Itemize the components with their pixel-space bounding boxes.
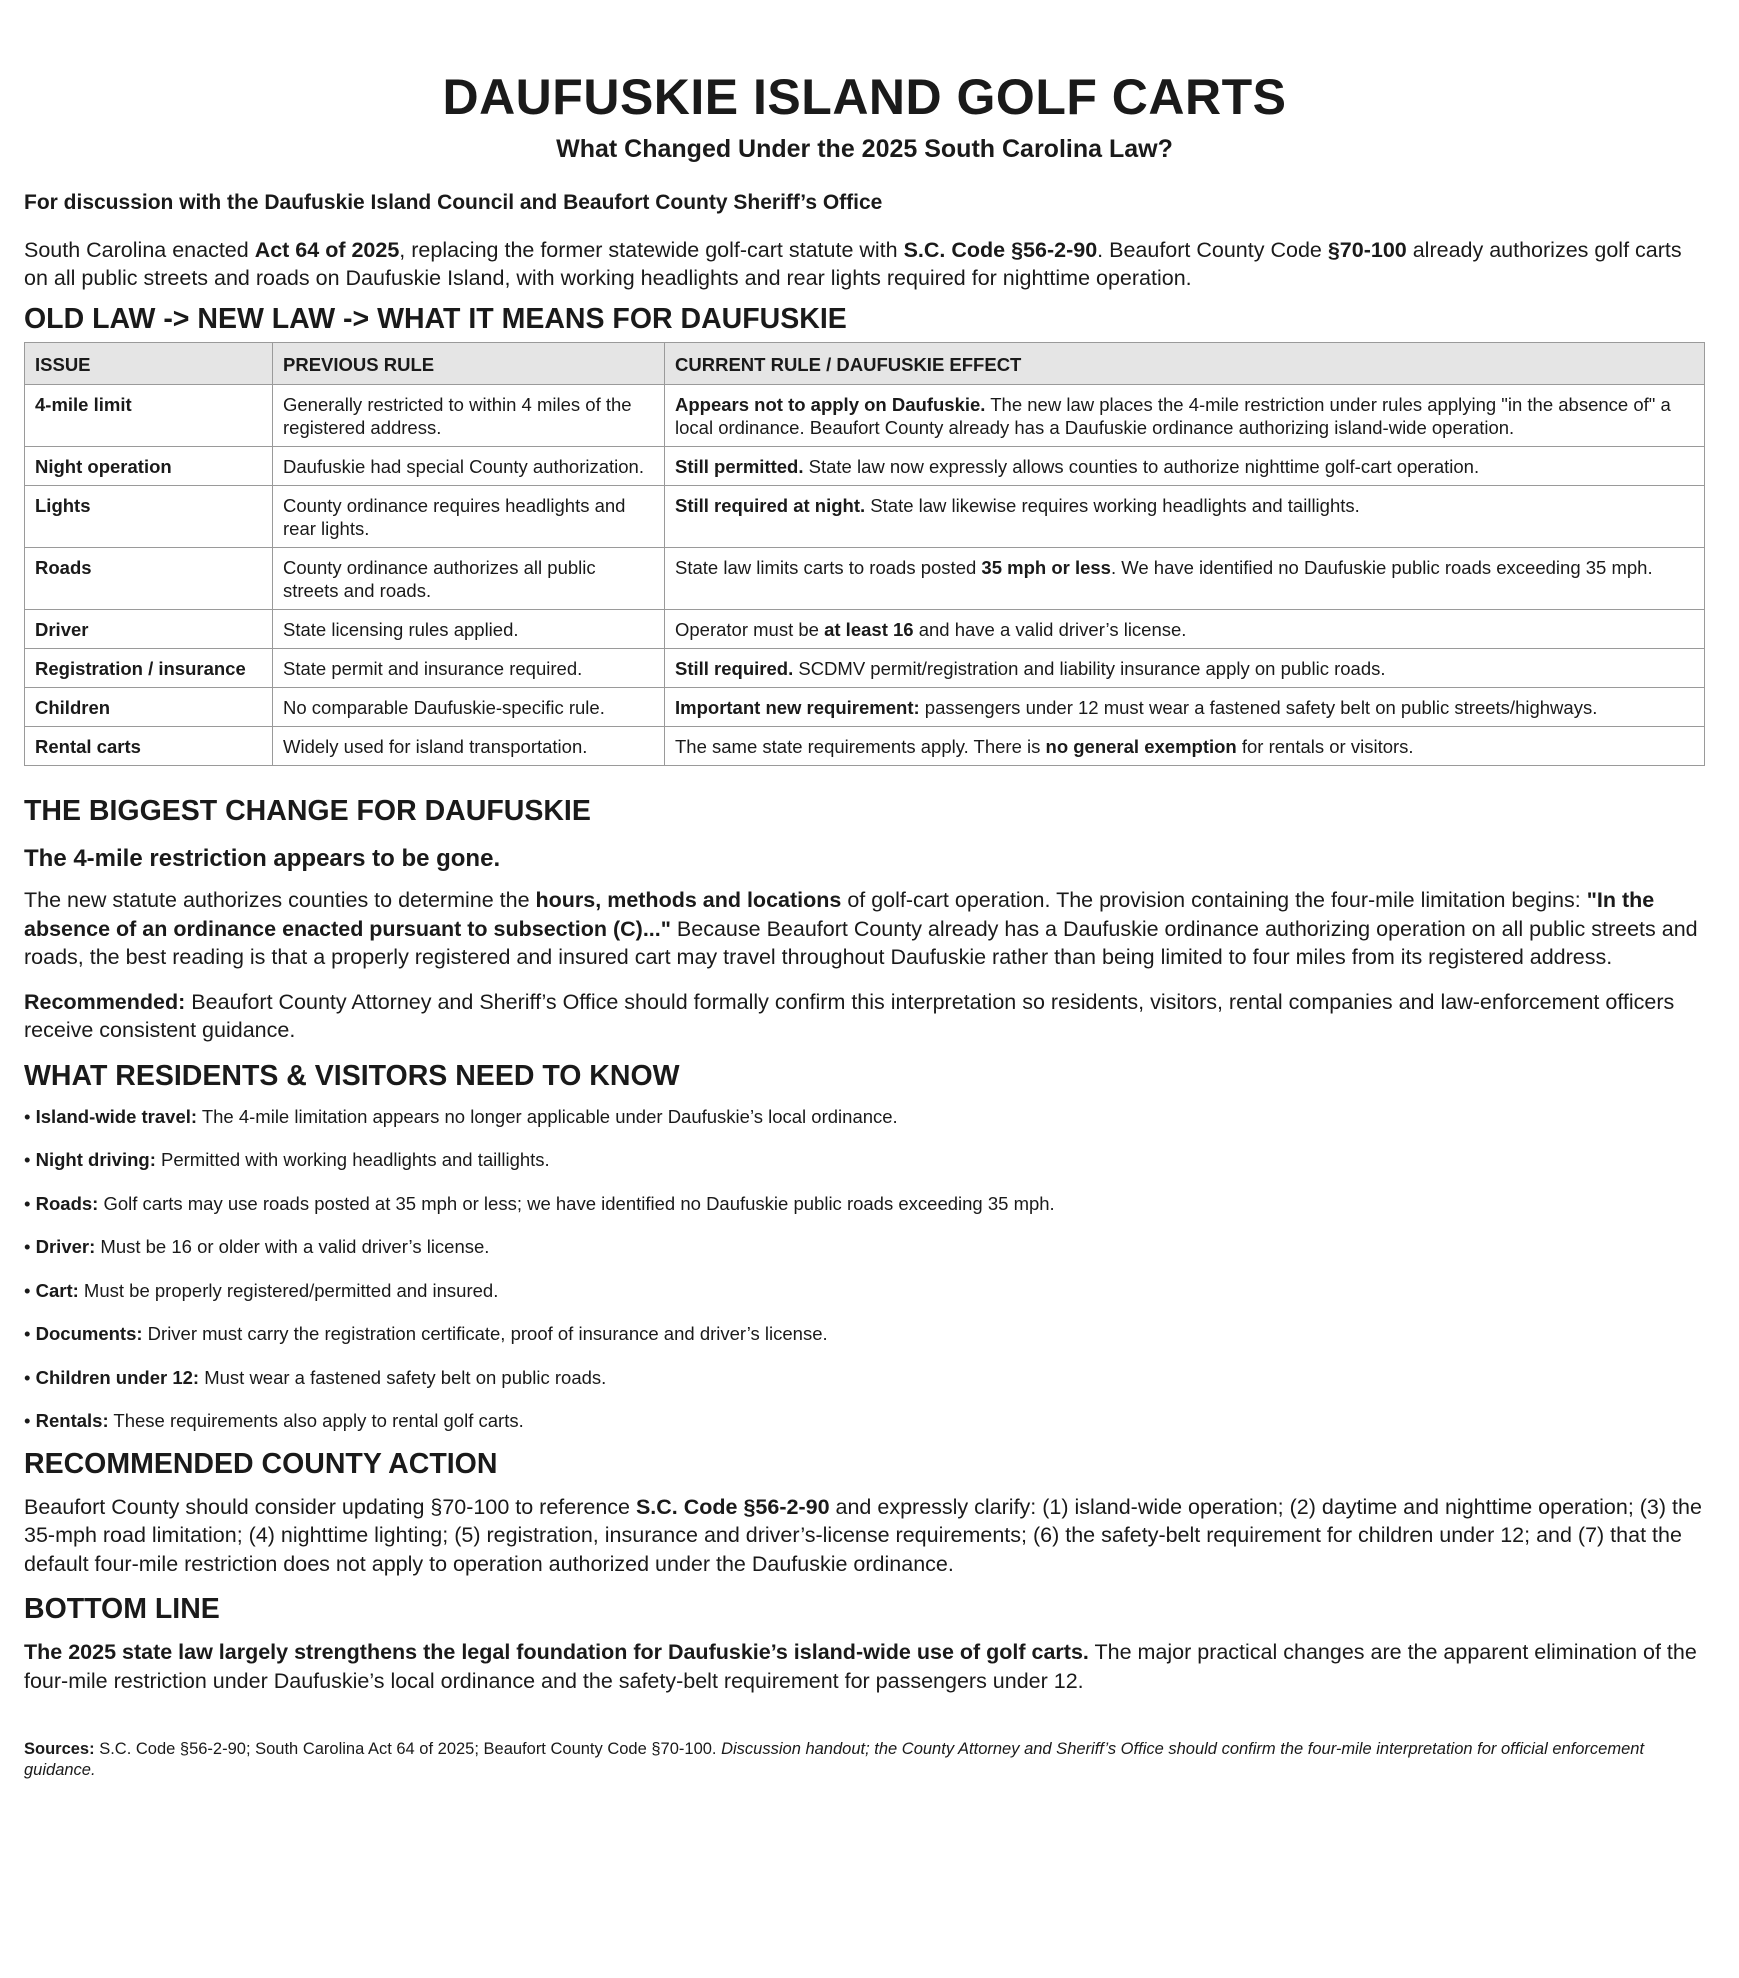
discussion-line: For discussion with the Daufuskie Island Council and Beaufort County Sheriff’s Office bbox=[24, 191, 883, 214]
current-rule-cell: Still required. SCDMV permit/registration and liability insurance apply on public roads. bbox=[665, 649, 1705, 688]
issue-cell: Lights bbox=[25, 486, 273, 548]
column-header-issue: ISSUE bbox=[25, 343, 273, 385]
current-rule-cell: State law limits carts to roads posted 35 mph or less. We have identified no Daufuskie public roads exceeding 35 mph. bbox=[665, 548, 1705, 610]
issue-cell: Children bbox=[25, 688, 273, 727]
current-rule-cell: Operator must be at least 16 and have a valid driver’s license. bbox=[665, 610, 1705, 649]
biggest-change-paragraph: The new statute authorizes counties to determine the hours, methods and locations of golf-cart operation. The provision containing the four-mile limitation begins: "In the absence of an ordinance enacted pursuant to subsection (C)..." Because Beaufort County already has a Daufuskie ordinance authorizing operation on all public streets and roads, the best reading is that a properly registered and insured cart may travel throughout Daufuskie rather than being limited to four miles from its registered address. bbox=[24, 888, 1698, 969]
residents-list bbox=[24, 1105, 1705, 1434]
table-row bbox=[25, 649, 1705, 688]
previous-rule-cell: No comparable Daufuskie-specific rule. bbox=[273, 688, 665, 727]
issue-cell: Rental carts bbox=[25, 727, 273, 766]
table-row bbox=[25, 486, 1705, 548]
issue-cell: 4-mile limit bbox=[25, 385, 273, 447]
residents-heading: WHAT RESIDENTS & VISITORS NEED TO KNOW bbox=[24, 1059, 680, 1092]
issue-cell: Night operation bbox=[25, 447, 273, 486]
issue-cell: Registration / insurance bbox=[25, 649, 273, 688]
previous-rule-cell: County ordinance requires headlights and rear lights. bbox=[273, 486, 665, 548]
table-row bbox=[25, 727, 1705, 766]
table-row bbox=[25, 548, 1705, 610]
sources-note: Sources: S.C. Code §56-2-90; South Carolina Act 64 of 2025; Beaufort County Code §70-100. Discussion handout; the County Attorney and Sheriff’s Office should confirm the four-mile interpretation for official enforcement guidance. bbox=[24, 1740, 1645, 1779]
issue-cell: Roads bbox=[25, 548, 273, 610]
comparison-table bbox=[24, 342, 1705, 766]
current-rule-cell: Still required at night. State law likewise requires working headlights and taillights. bbox=[665, 486, 1705, 548]
previous-rule-cell: Daufuskie had special County authorization. bbox=[273, 447, 665, 486]
current-rule-cell: Important new requirement: passengers under 12 must wear a fastened safety belt on public streets/highways. bbox=[665, 688, 1705, 727]
table-heading: OLD LAW -> NEW LAW -> WHAT IT MEANS FOR DAUFUSKIE bbox=[24, 303, 847, 335]
previous-rule-cell: County ordinance authorizes all public streets and roads. bbox=[273, 548, 665, 610]
page-title: DAUFUSKIE ISLAND GOLF CARTS bbox=[442, 69, 1287, 125]
list-item: • Island-wide travel: The 4-mile limitation appears no longer applicable under Daufuskie’s local ordinance. bbox=[24, 1105, 898, 1127]
current-rule-cell: Still permitted. State law now expressly allows counties to authorize nighttime golf-cart operation. bbox=[665, 447, 1705, 486]
page-subtitle: What Changed Under the 2025 South Carolina Law? bbox=[556, 135, 1173, 163]
previous-rule-cell: State licensing rules applied. bbox=[273, 610, 665, 649]
county-action-paragraph: Beaufort County should consider updating §70-100 to reference S.C. Code §56-2-90 and expressly clarify: (1) island-wide operation; (2) daytime and nighttime operation; (3) the 35-mph road limitation; (4) nighttime lighting; (5) registration, insurance and driver’s-license requirements; (6) the safety-belt requirement for children under 12; and (7) that the default four-mile restriction does not apply to operation authorized under the Daufuskie ordinance. bbox=[24, 1494, 1702, 1576]
recommended-paragraph: Recommended: Beaufort County Attorney and Sheriff’s Office should formally confirm this interpretation so residents, visitors, rental companies and law-enforcement officers receive consistent guidance. bbox=[24, 989, 1675, 1042]
county-action-heading: RECOMMENDED COUNTY ACTION bbox=[24, 1447, 498, 1480]
table-row bbox=[25, 385, 1705, 447]
table-header-row bbox=[25, 343, 1705, 385]
previous-rule-cell: State permit and insurance required. bbox=[273, 649, 665, 688]
column-header-current-rule: CURRENT RULE / DAUFUSKIE EFFECT bbox=[665, 343, 1705, 385]
list-item: • Cart: Must be properly registered/permitted and insured. bbox=[24, 1279, 499, 1301]
list-item: • Children under 12: Must wear a fastened safety belt on public roads. bbox=[24, 1366, 607, 1388]
bottom-line-paragraph: The 2025 state law largely strengthens the legal foundation for Daufuskie’s island-wide use of golf carts. The major practical changes are the apparent elimination of the four-mile restriction under Daufuskie’s local ordinance and the safety-belt requirement for passengers under 12. bbox=[24, 1640, 1697, 1693]
table-row bbox=[25, 610, 1705, 649]
table-row bbox=[25, 688, 1705, 727]
intro-paragraph: South Carolina enacted Act 64 of 2025, replacing the former statewide golf-cart statute with S.C. Code §56-2-90. Beaufort County Code §70-100 already authorizes golf carts on all public streets and roads on Daufuskie Island, with working headlights and rear lights required for nighttime operation. bbox=[24, 238, 1682, 290]
column-header-previous-rule: PREVIOUS RULE bbox=[273, 343, 665, 385]
list-item: • Night driving: Permitted with working headlights and taillights. bbox=[24, 1149, 550, 1170]
issue-cell: Driver bbox=[25, 610, 273, 649]
previous-rule-cell: Generally restricted to within 4 miles of the registered address. bbox=[273, 385, 665, 447]
table-row bbox=[25, 447, 1705, 486]
previous-rule-cell: Widely used for island transportation. bbox=[273, 727, 665, 766]
biggest-change-subhead: The 4-mile restriction appears to be gone. bbox=[24, 845, 501, 872]
list-item: • Roads: Golf carts may use roads posted at 35 mph or less; we have identified no Daufuskie public roads exceeding 35 mph. bbox=[24, 1192, 1055, 1214]
list-item: • Driver: Must be 16 or older with a valid driver’s license. bbox=[24, 1236, 490, 1257]
list-item: • Rentals: These requirements also apply to rental golf carts. bbox=[24, 1410, 524, 1431]
list-item: • Documents: Driver must carry the registration certificate, proof of insurance and driver’s license. bbox=[24, 1323, 828, 1344]
current-rule-cell: The same state requirements apply. There is no general exemption for rentals or visitors. bbox=[665, 727, 1705, 766]
biggest-change-heading: THE BIGGEST CHANGE FOR DAUFUSKIE bbox=[24, 795, 591, 827]
bottom-line-heading: BOTTOM LINE bbox=[24, 1593, 220, 1625]
current-rule-cell: Appears not to apply on Daufuskie. The new law places the 4-mile restriction under rules applying "in the absence of" a local ordinance. Beaufort County already has a Daufuskie ordinance authorizing island-wide operation. bbox=[665, 385, 1705, 447]
